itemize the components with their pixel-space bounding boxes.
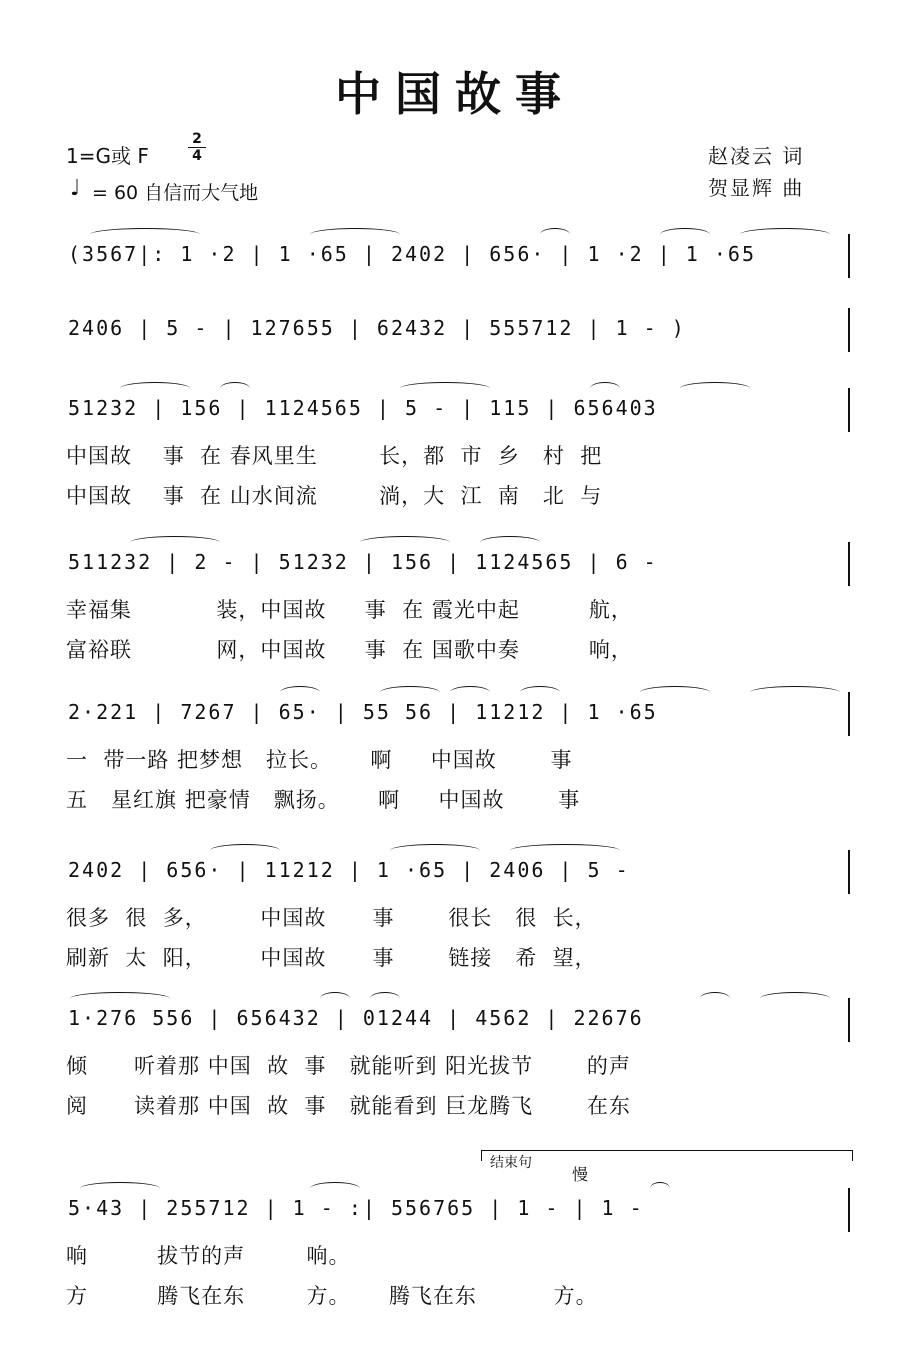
score-line-2 <box>60 308 850 352</box>
lyric-verse-1: 中国故 事 在 春风里生 长，都 市 乡 村 把 <box>66 444 603 468</box>
lyric-verse-1: 倾 听着那 中国 故 事 就能听到 阳光拔节 的声 <box>66 1054 631 1078</box>
lyric-verse-2: 五 星红旗 把豪情 飘扬。 啊 中国故 事 <box>66 788 581 812</box>
score-line-5 <box>60 692 850 812</box>
score-line-4 <box>60 542 850 662</box>
notation: 2406 | 5 - | 127655 | 62432 | 555712 | 1 - ) <box>68 316 686 340</box>
notation: 1·276 556 | 656432 | 01244 | 4562 | 22676 <box>68 1006 644 1030</box>
score-line-3 <box>60 388 850 508</box>
score-line-6 <box>60 850 850 970</box>
quarter-note-icon: ♩ <box>70 176 81 201</box>
lyric-verse-2: 阅 读着那 中国 故 事 就能看到 巨龙腾飞 在东 <box>66 1094 631 1118</box>
lyric-verse-1: 一 带一路 把梦想 拉长。 啊 中国故 事 <box>66 748 573 772</box>
lyric-verse-2: 刷新 太 阳， 中国故 事 链接 希 望， <box>66 946 597 970</box>
notation: 2402 | 656· | 11212 | 1 ·65 | 2406 | 5 - <box>68 858 630 882</box>
time-denominator: 4 <box>192 148 202 164</box>
composer-credit: 贺显辉 曲 <box>708 176 805 200</box>
ending-bracket <box>481 1150 853 1161</box>
lyric-verse-1: 幸福集 装，中国故 事 在 霞光中起 航， <box>66 598 633 622</box>
score-line-1 <box>60 234 850 278</box>
song-title: 中国故事 <box>335 67 575 121</box>
tempo-marking: = 60 自信而大气地 <box>92 182 259 204</box>
notation: 511232 | 2 - | 51232 | 156 | 1124565 | 6 - <box>68 550 658 574</box>
lyric-verse-2: 中国故 事 在 山水间流 淌，大 江 南 北 与 <box>66 484 603 508</box>
time-signature <box>188 132 206 163</box>
slow-marking: 慢 <box>572 1165 589 1184</box>
lyric-verse-1: 很多 很 多， 中国故 事 很长 很 长， <box>66 906 597 930</box>
lyric-verse-2: 富裕联 网，中国故 事 在 国歌中奏 响， <box>66 638 633 662</box>
lyric-verse-2: 方 腾飞在东 方。 腾飞在东 方。 <box>66 1284 598 1308</box>
score-line-7 <box>60 998 850 1118</box>
key-signature: 1=G或 F <box>66 144 149 168</box>
ending-label: 结束句 <box>490 1155 532 1171</box>
lyric-verse-1: 响 拔节的声 响。 <box>66 1244 351 1268</box>
notation: 2·221 | 7267 | 65· | 55 56 | 11212 | 1 ·65 <box>68 700 658 724</box>
notation: (3567|: 1 ·2 | 1 ·65 | 2402 | 656· | 1 ·2 | 1 ·65 <box>68 242 757 266</box>
score-line-8 <box>60 1188 850 1308</box>
time-numerator: 2 <box>192 131 202 147</box>
lyricist-credit: 赵凌云 词 <box>708 144 805 168</box>
notation: 5·43 | 255712 | 1 - :| 556765 | 1 - | 1 - <box>68 1196 644 1220</box>
notation: 51232 | 156 | 1124565 | 5 - | 115 | 656403 <box>68 396 658 420</box>
